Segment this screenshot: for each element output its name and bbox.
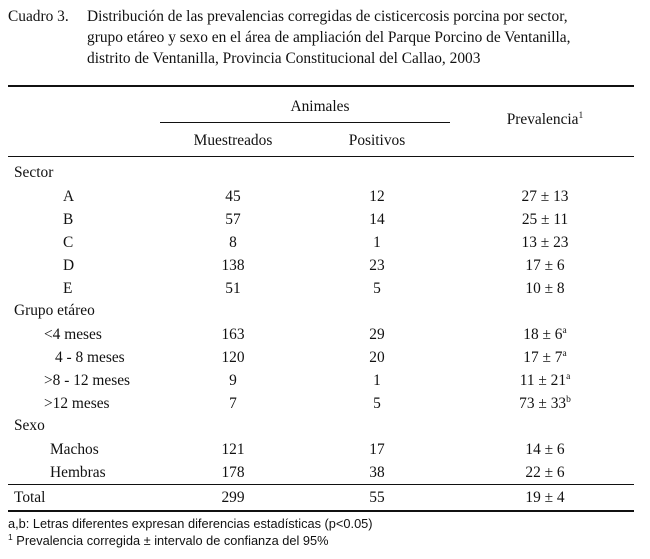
table-cell-prevalencia: $11 \pm 21^a$	[519, 372, 571, 389]
table-row-label: C	[63, 234, 74, 251]
caption-line-3	[8, 48, 640, 69]
table-cell-muestreados: 7	[229, 395, 237, 412]
total-label: Total	[14, 489, 46, 506]
table-bottom-rule	[8, 510, 634, 512]
table-cell-positivos: 5	[373, 280, 381, 297]
table-cell-positivos: 38	[369, 464, 385, 481]
table-row-label: <4 meses	[44, 326, 102, 343]
table-cell-positivos: 1	[373, 372, 381, 389]
table-row-label: >12 meses	[44, 395, 110, 412]
total-top-rule	[8, 484, 634, 485]
section-label-grupo-etareo: Grupo etáreo	[14, 302, 95, 319]
significance-letter: a	[566, 372, 571, 382]
table-row-label: B	[63, 211, 74, 228]
table-cell-prevalencia: 13 ± 23	[521, 234, 569, 251]
caption-text-3: distrito de Ventanilla, Provincia Constitucional del Callao, 2003	[87, 50, 481, 67]
footnote-prevalencia: $^1$ Prevalencia corregida ± intervalo de confianza del 95%	[8, 532, 329, 548]
table-caption	[8, 6, 640, 69]
table-row-label: Machos	[50, 441, 99, 458]
table-row-label: E	[63, 280, 73, 297]
significance-letter: a	[562, 349, 567, 359]
footnote-mark: 1	[8, 532, 13, 542]
header-bottom-rule	[8, 156, 634, 157]
caption-line-2	[8, 27, 640, 48]
table-cell-positivos: 20	[369, 349, 385, 366]
table-cell-muestreados: 120	[221, 349, 245, 366]
header-muestreados: Muestreados	[193, 132, 273, 149]
table-cell-muestreados: 178	[221, 464, 245, 481]
table-cell-prevalencia: $18 \pm 6^a$	[523, 326, 567, 343]
caption-line-1	[8, 6, 640, 27]
table-cell-positivos: 12	[369, 188, 385, 205]
table-row-label: 4 - 8 meses	[55, 349, 125, 366]
table-cell-prevalencia: 10 ± 8	[525, 280, 565, 297]
section-label-sector: Sector	[14, 164, 54, 181]
table-cell-prevalencia: 27 ± 13	[521, 188, 569, 205]
section-label-sexo: Sexo	[14, 417, 45, 434]
significance-letter: b	[566, 395, 571, 405]
caption-text-2: grupo etáreo y sexo en el área de ampliación del Parque Porcino de Ventanilla,	[87, 29, 571, 46]
header-prevalencia-footnote-mark: 1	[578, 111, 584, 121]
table-cell-positivos: 14	[369, 211, 385, 228]
footnote-significance: a,b: Letras diferentes expresan diferencias estadísticas (p<0.05)	[8, 516, 373, 531]
header-animales: Animales	[290, 98, 350, 115]
total-prevalencia: 19 ± 4	[525, 489, 565, 506]
table-cell-positivos: 23	[369, 257, 385, 274]
table-cell-muestreados: 163	[221, 326, 245, 343]
total-muestreados: 299	[221, 489, 245, 506]
header-positivos: Positivos	[348, 132, 406, 149]
table-row-label: Hembras	[50, 464, 106, 481]
total-positivos: 55	[369, 489, 385, 506]
table-cell-muestreados: 45	[225, 188, 241, 205]
table-row-label: >8 - 12 meses	[44, 372, 131, 389]
significance-letter: a	[562, 326, 567, 336]
table-cell-prevalencia: $17 \pm 7^a$	[523, 349, 567, 366]
table-cell-muestreados: 138	[221, 257, 245, 274]
table-cell-prevalencia: 25 ± 11	[521, 211, 569, 228]
table-cell-prevalencia: 14 ± 6	[525, 441, 565, 458]
table-cell-positivos: 5	[373, 395, 381, 412]
table-cell-muestreados: 8	[229, 234, 237, 251]
table-cell-positivos: 1	[373, 234, 381, 251]
header-prevalencia: Prevalencia$^1$	[506, 111, 584, 128]
caption-text-1: Distribución de las prevalencias corregidas de cisticercosis porcina por sector,	[87, 8, 568, 25]
table-cell-prevalencia: 22 ± 6	[525, 464, 565, 481]
table-cell-prevalencia: $73 \pm 33^b$	[519, 395, 571, 412]
table-cell-positivos: 17	[369, 441, 385, 458]
table-cell-muestreados: 9	[229, 372, 237, 389]
table-row-label: D	[63, 257, 75, 274]
table-cell-positivos: 29	[369, 326, 385, 343]
table-cell-prevalencia: 17 ± 6	[525, 257, 565, 274]
caption-label: Cuadro 3.	[8, 8, 69, 25]
table-row-label: A	[63, 188, 75, 205]
table-top-rule	[8, 85, 634, 87]
table-cell-muestreados: 57	[225, 211, 241, 228]
table-cell-muestreados: 51	[225, 280, 241, 297]
table-cell-muestreados: 121	[221, 441, 245, 458]
header-animales-rule	[160, 122, 450, 123]
